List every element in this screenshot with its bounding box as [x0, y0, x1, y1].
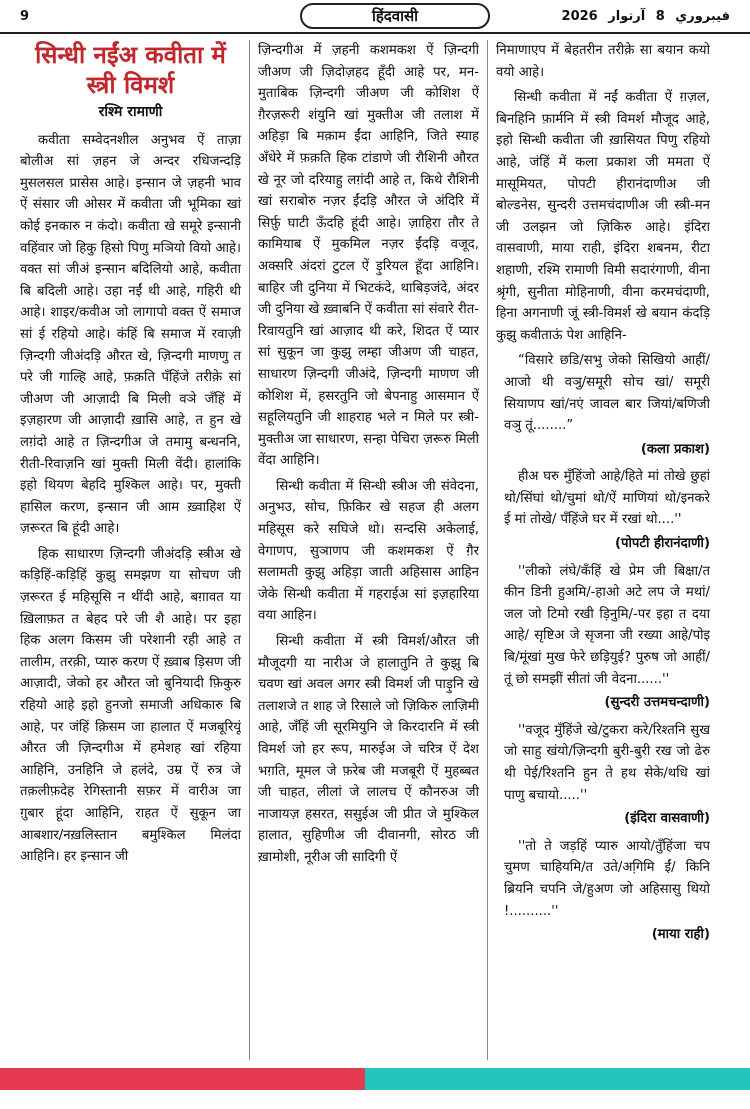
poet-name: (सुन्दरी उत्तमचन्दाणी): [604, 695, 710, 711]
page-header: [0, 0, 750, 34]
column-3: [496, 40, 710, 1060]
issue-year: 2026: [561, 9, 598, 24]
newspaper-masthead: हिंदवासी: [300, 3, 490, 29]
paragraph: निमाणाएप में बेहतरीन तरीक़े सा बयान कयो वयो आहे।: [496, 43, 710, 80]
column-divider: [487, 40, 488, 1060]
paragraph: हिक साधारण ज़िन्दगी जीअंदड़ि स्त्रीअ खे कड़िहिं-कड़िहिं कुझु समझण या सोचण जी ज़रूरत ई महिसूसि न थींदी आहे, बग़ावत या ख़िलाफ़त त बेहद परे जी शै आहे। पर इहा हिक अलग किसम जी परेशानी रही आहे त तालीम, तरक़ी, प्यारु करण ऐं ख़्वाब ड़िसण जी आज़ादी, जेको हर औरत जो बुनियादी फ़िकुरु रहियो आहे इहो हुनजो समाजी अधिकारु बि आहे, पर जंहिं क़िसम जा हालात ऐं मजबूरियूं औरत जी ज़िन्दगीअ में हमेशह खां रहिया आहिनि, उनहिनि जे हलंदे, उम्र ऐं रुत्र जे तक़लीफ़देह रेगिस्तानी सफ़र में वारीअ जा ग़ुबार हूंदा आहिनि, राहत ऐं सुकून जा आबशार/नख़लिस्तान बमुश्किल मिलंदा आहिनि। हर इन्सान जी: [20, 546, 241, 865]
page-footer: [0, 1068, 750, 1109]
poet-name: (कला प्रकाश): [640, 441, 710, 457]
poet-name: (माया राही): [651, 927, 710, 943]
article-body: [20, 40, 710, 1060]
column-1: [20, 40, 241, 1060]
poem-quote: हीअ घरु मुँहिंजो आहे/हिते मां तोखे छुहां थो/सिंघां थो/चुमां थो/ऐं माणियां थो/इनकरे ई मां तोखे/ पँहिंजे घर में रखां थो....'': [504, 469, 710, 528]
paragraph: सिन्धी कवीता में सिन्धी स्त्रीअ जी संवेदना, अनुभउ, सोच, फ़िकिर खे सहज ही अलग महिसूस करे सघिजे थो। सन्दसि अकेलाई, वेगाणप, सुञाणप जी कशमकश ऐं ग़ैर सलामती कुझु अहिड़ा जाती अहिसास आहिन जेके सिन्धी कवीता में गहराईअ सां इज़हारिया वया आहिन।: [258, 478, 479, 624]
article-title: सिन्धी नईंअ कवीता में स्त्री विमर्श: [35, 41, 226, 99]
poem-quote: “विसारे छडि/सभु जेको सिखियो आहीं/आजो थी वञु/समूरी सोच खां/ समूरी सियाणप खां/नएं जावल बार जियां/बणिजी वञु तूं........”: [504, 353, 710, 434]
page-number: 9: [20, 9, 30, 24]
poem-quote: ''वजूद मुँहिंजे खे/टुकरा करे/रिश्तनि सुख जो साहु खंयो/ज़िन्दगी बुरी-बुरी रख जो ढेरु थी पेई/रिश्तनि हुन ते हथ सेके/थधि खां पाणु बचायो.....'': [504, 722, 710, 803]
column-2: [258, 40, 479, 1060]
poem-quote: ''तो ते जड़हिं प्यारु आयो/तुँहिंजा चप चुमण चाहियमि/त उते/अगि़मि ईं/ किनि ब्रियनि चपनि जे/हुअण जो अहिसासु थियो !..........'': [504, 838, 710, 919]
poem-quote: ''लीको लंघे/कँहिं खे प्रेम जी बिक्षा/त कीन डिनी हुअमि/-हाओ अटे लप जे मथां/जल जो टिमो रखी ड़िनुमि/-पर इहा त दया आहे/ सृष्टिअ जे सृजना जी रख्या आहे/पोइ बि/मूंखां मुख फेरे छड़ियुई? पुरुष जो आहीं/तूं छो समझीं सीतां जी वेदना......'': [504, 563, 710, 687]
issue-day: آرتوار: [608, 9, 646, 24]
paragraph: सिन्धी कवीता में नईं कवीता ऐं ग़ज़ल, बिनहिनि फ़ार्मनि में स्त्री विमर्श मौजूद आहे, इहो सिन्धी कवीता जी ख़ासियत पिणु रहियो आहे, जंहिं में कला प्रकाश जी ममता ऐं मासूमियत, पोपटी हीरानंदाणीअ जी बोल्डनेस, सुन्दरी उत्तमचंदाणीअ जी स्त्री-मन जी उलझन जो ज़िकिरु आहे। इंदिरा वासवाणी, माया राही, इंदिरा शबनम, रीटा शहाणी, रश्मि रामाणी विमी सदारंगाणी, वीना श्रृंगी, सुनीता मोहिनाणी, वीना करमचंदाणी, हिना अगनाणी जूं स्त्री-विमर्श खे बयान कंदड़ि कुझु कवीताऊं पेश आहिनि-: [496, 90, 710, 343]
issue-date: [556, 9, 730, 24]
article-author: रश्मि रामाणी: [98, 104, 163, 120]
paragraph: कवीता सम्वेदनशील अनुभव ऐं ताज़ा बोलीअ सां ज़हन जे अन्दर रधिजन्दड़ि मुसलसल प्रासेस आहे। इन्सान जे ज़हनी भाव ऐं संसार जी ओसर में कवीता जी भूमिका खां कोई इनकारु न कंदो। कवीता खे समूरे इन्सानी वहिंवार जो हिकु हिसो पिणु मञियो वियो आहे। वक्त सां जीअं इन्सान बदिलियो आहे, कवीता बि बदिली आहे। उहा नईं थी आहे, गहिरी थी आहे। शाइर/कवीअ जो लागापो वक्त ऐं समाज सां ई रहियो आहे। कंहिं बि समाज में रवाज़ी ज़िन्दगी जीअंदड़ि औरत खे, ज़िन्दगी माणणु त परे जी गाल्हि आहे, फ़क़ति पँहिंजे तरीक़े सां जीअण जी आज़ादी बि मिली वञे जँहिं में इज़हारण जी आज़ादी ख़ासि आहे, त हुन खे लग़ंदो आहे त ज़िन्दगीअ जे तमामु बन्धननि, रीती-रिवाज़नि खां मुक्ती मिली वेंदी। हालांकि इहो थियण बेहदि मुश्किल आहे। पर, मुक्ती हासिल करण, इन्सान जी आम ख़्वाहिश ऐं ज़रूरत बि हूंदी आहे।: [20, 132, 241, 537]
column-divider: [249, 40, 250, 1060]
poet-name: (इंदिरा वासवाणी): [624, 811, 710, 827]
poet-name: (पोपटी हीरानंदाणी): [614, 536, 710, 552]
footer-band-left: [0, 1068, 365, 1090]
issue-month: فيبروري: [675, 9, 730, 24]
paragraph: ज़िन्दगीअ में ज़हनी कशमकश ऐं ज़िन्दगी जीअण जी ज़िदोज़हद हूँदी आहे पर, मन-मुताबिक ज़िन्दगी जीअण जी कोशिश ऐं ग़ैरज़रूरी शंयुनि खां मुक्तीअ जी तलाश में अहिड़ा बि मक़ाम ईंदा आहिनि, जिते स्याह अँधेरे में फ़क़ति हिक टांडाणे जी रौशिनी औरत खे नूर जो दरियाहु लग़ंदी आहे त, किथे रौशिनी खां सराबोरु नज़र ईंदड़ि औरत जे अंदिरि में सिर्फ़ु घाटी ऊँदहि हूंदी आहे। ज़ाहिरा तौर ते कामियाब ऐं मुकमिल नज़र ईंदड़ि वजूद, अक्सरि अंदरां टुटल ऐं ड़ुरियल हूँदा आहिनि। बाहिर जी दुनिया में भिटकंदे, थाबिड़जंदे, अंदर जी दुनिया खे ख़्वाबनि ऐं कवीता सां संवारे रीत-रिवायतुनि खां आज़ाद थी करे, शिदत ऐं प्यार सां सुकून जा कुझु लम्हा जीअण जी चाहत, साधारण ज़िन्दगी जीअंदे, ज़िन्दगी माणण जी कोशिश में, हसरतुनि जो बेपनाहु आसमान ऐं सहूलियतुनि जी शाहराह भले न मिले पर स्त्री-मुक्तीअ जा साधारण, सन्हा पेचिरा ज़रूरु मिली वेंदा आहिनि।: [258, 43, 479, 469]
footer-band-right: [365, 1068, 750, 1090]
issue-date-number: 8: [655, 9, 665, 24]
paragraph: सिन्धी कवीता में स्त्री विमर्श/औरत जी मौजूदगी या नारीअ जे हालातुनि ते कुझु बि चवण खां अवल अगर स्त्री विमर्श जी पाड़ुनि खे तलाशजे त शाह जे रिसाले जो ज़िकिरु लाज़िमी आहे, जँहिं जी सूरमियुनि जे किरदारनि में स्त्री विमर्श जो हर रूप, मारुईअ जे चरित्र ऐं देश भग़ति, मूमल जे फ़रेब जी मजबूरी ऐं मुहब्बत जी चाहत, लीलां जे लालच ऐं कौनरुअ जी नाजायज़ हसरत, ससुईअ जी प्रीत जे मुश्किल हालात, सुहिणीअ जी दीवानगी, सोरठ जी ख़ामोशी, नूरीअ जी सादिगी ऐं: [258, 634, 479, 865]
